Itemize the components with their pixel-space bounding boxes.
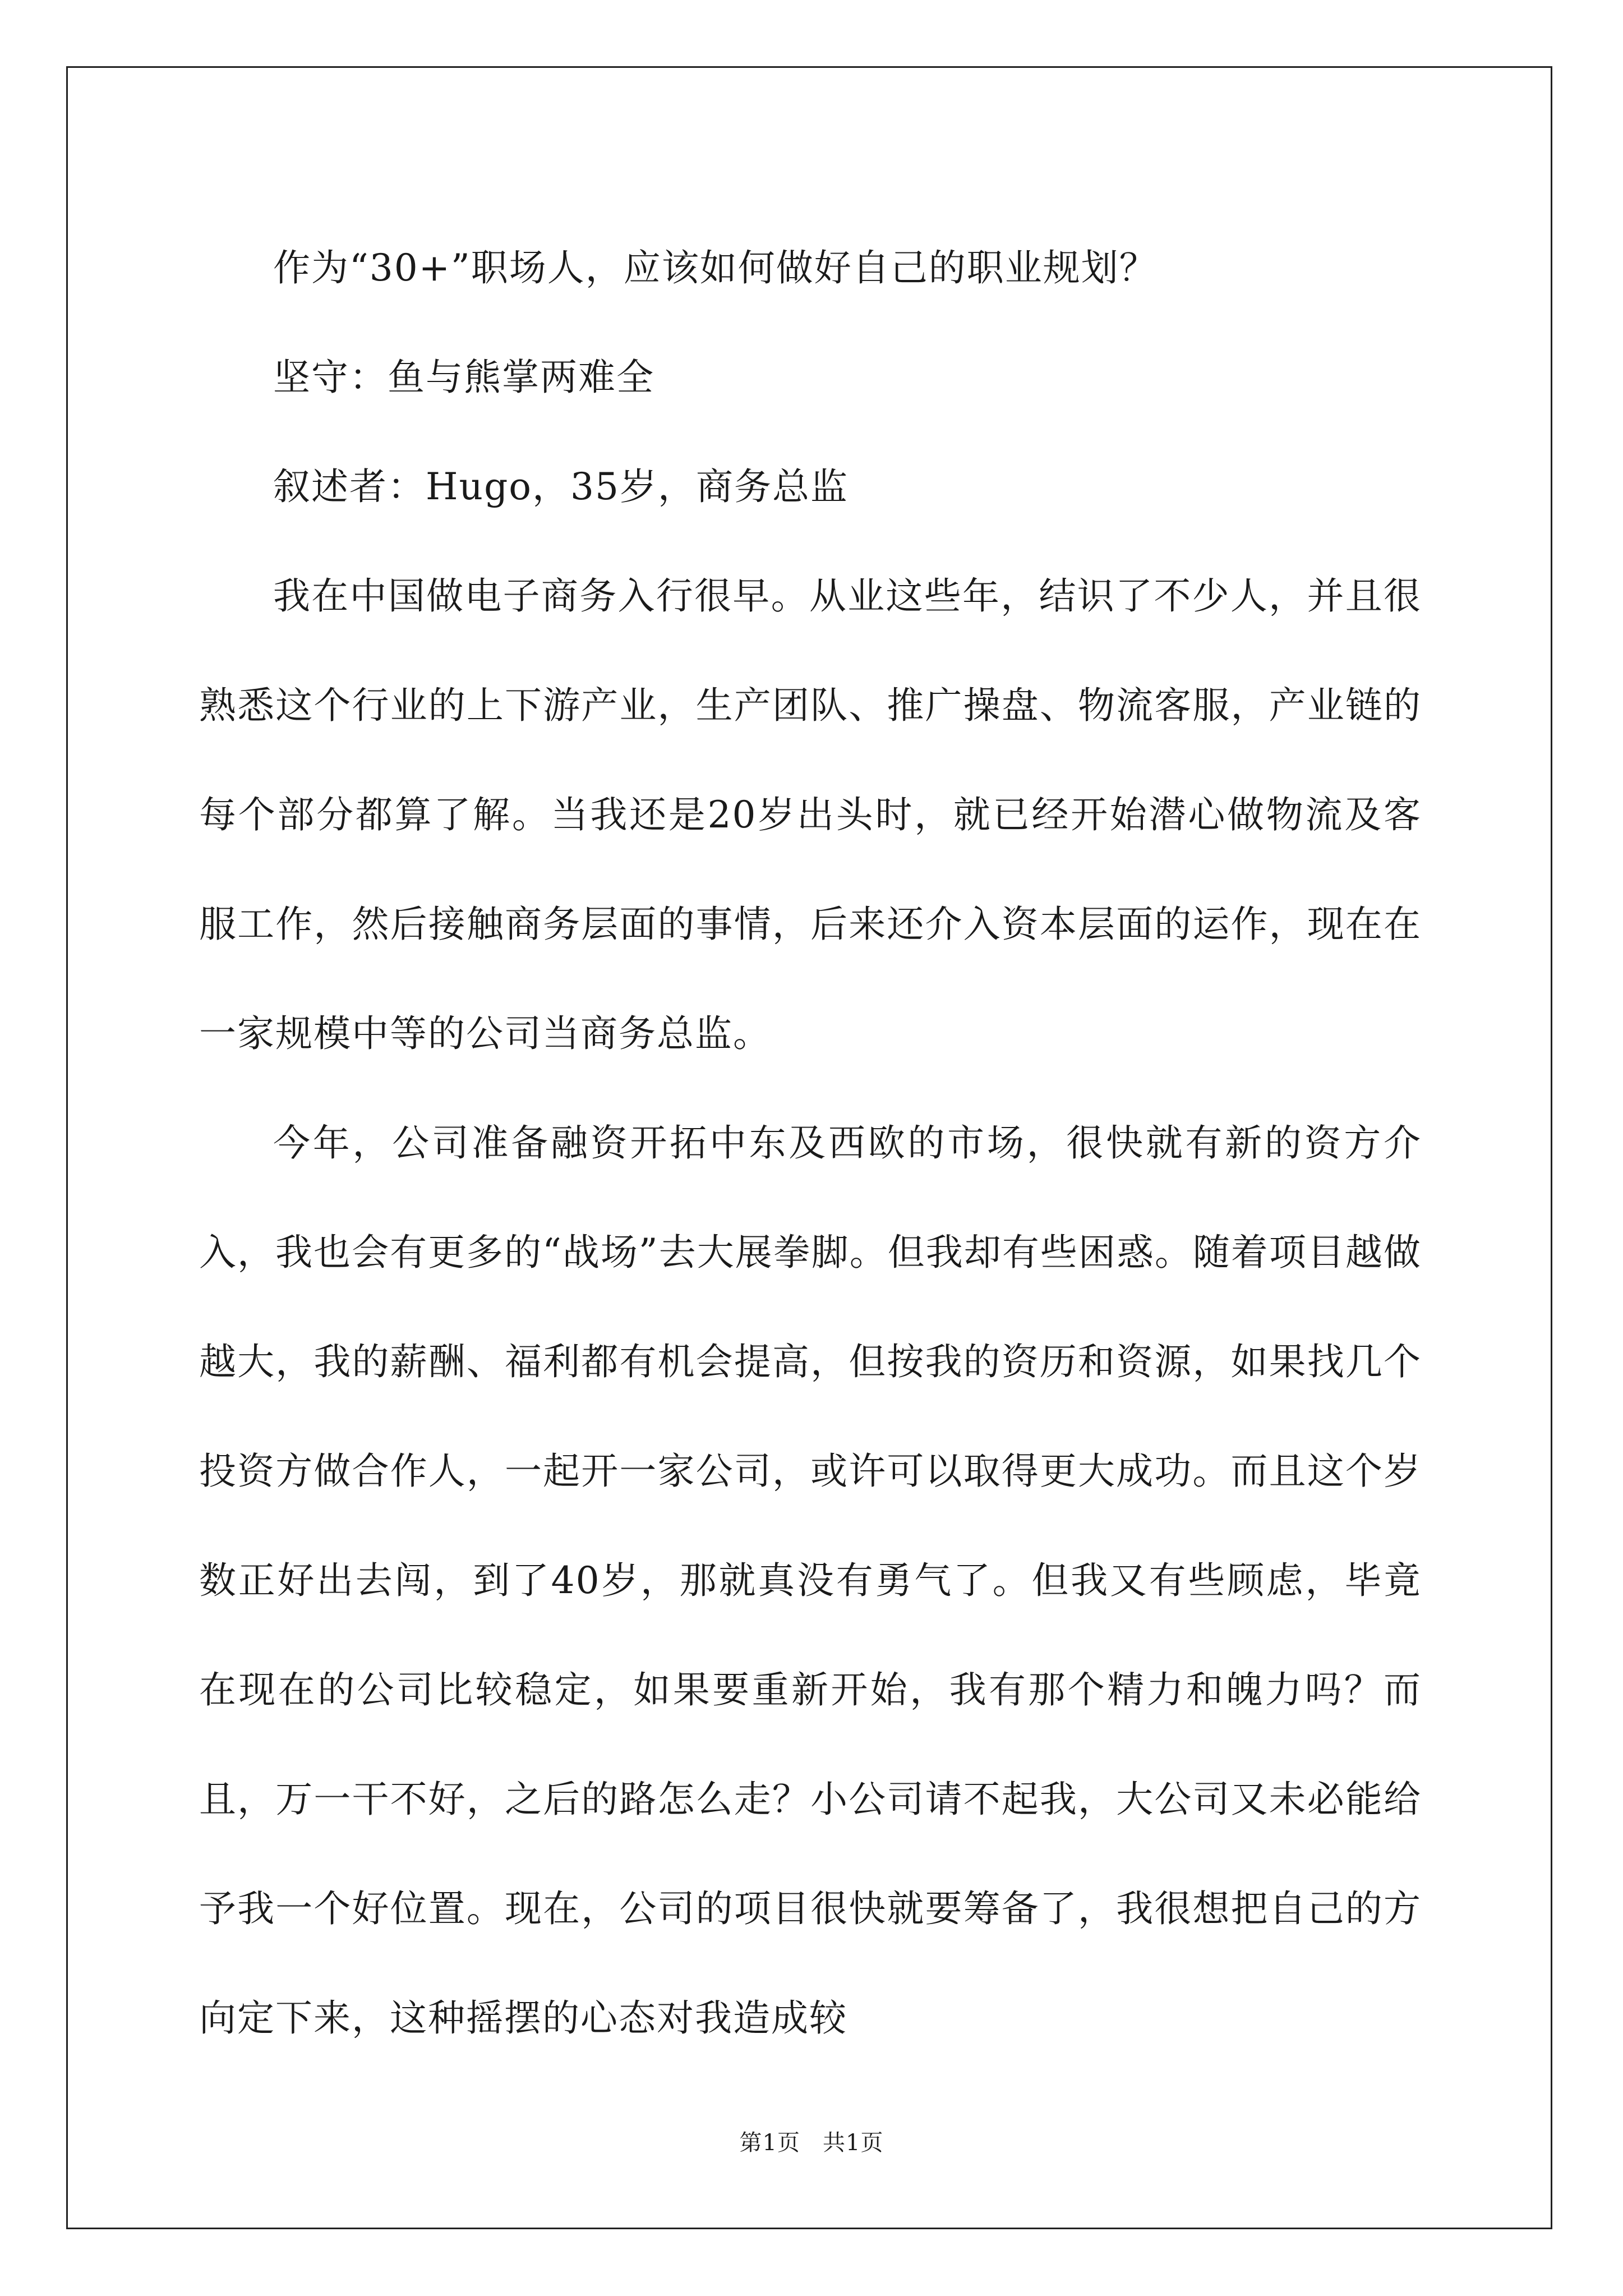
document-body [199,213,1422,2073]
narrator-line: 叙述者：Hugo，35岁，商务总监 [273,465,849,508]
document-title-line: 作为“30+”职场人，应该如何做好自己的职业规划？ [273,246,1158,289]
section-heading: 坚守：鱼与熊掌两难全 [273,356,654,399]
body-paragraph-1: 我在中国做电子商务入行很早。从业这些年，结识了不少人，并且很熟悉这个行业的上下游产业，生产团队、推广操盘、物流客服，产业链的每个部分都算了解。当我还是20岁出头时，就已经开始潜心做物流及客服工作，然后接触商务层面的事情，后来还介入资本层面的运作，现在在一家规模中等的公司当商务总监。 [199,574,1422,1055]
page-footer [0,2126,1623,2160]
page-number: 第1页 [739,2130,800,2156]
body-paragraph-2: 今年，公司准备融资开拓中东及西欧的市场，很快就有新的资方介入，我也会有更多的“战场”去大展拳脚。但我却有些困惑。随着项目越做越大，我的薪酬、福利都有机会提高，但按我的资历和资源，如果找几个投资方做合作人，一起开一家公司，或许可以取得更大成功。而且这个岁数正好出去闯，到了40岁，那就真没有勇气了。但我又有些顾虑，毕竟在现在的公司比较稳定，如果要重新开始，我有那个精力和魄力吗？而且，万一干不好，之后的路怎么走？小公司请不起我，大公司又未必能给予我一个好位置。现在，公司的项目很快就要筹备了，我很想把自己的方向定下来，这种摇摆的心态对我造成较 [199,1121,1422,2040]
page-total: 共1页 [823,2130,884,2156]
